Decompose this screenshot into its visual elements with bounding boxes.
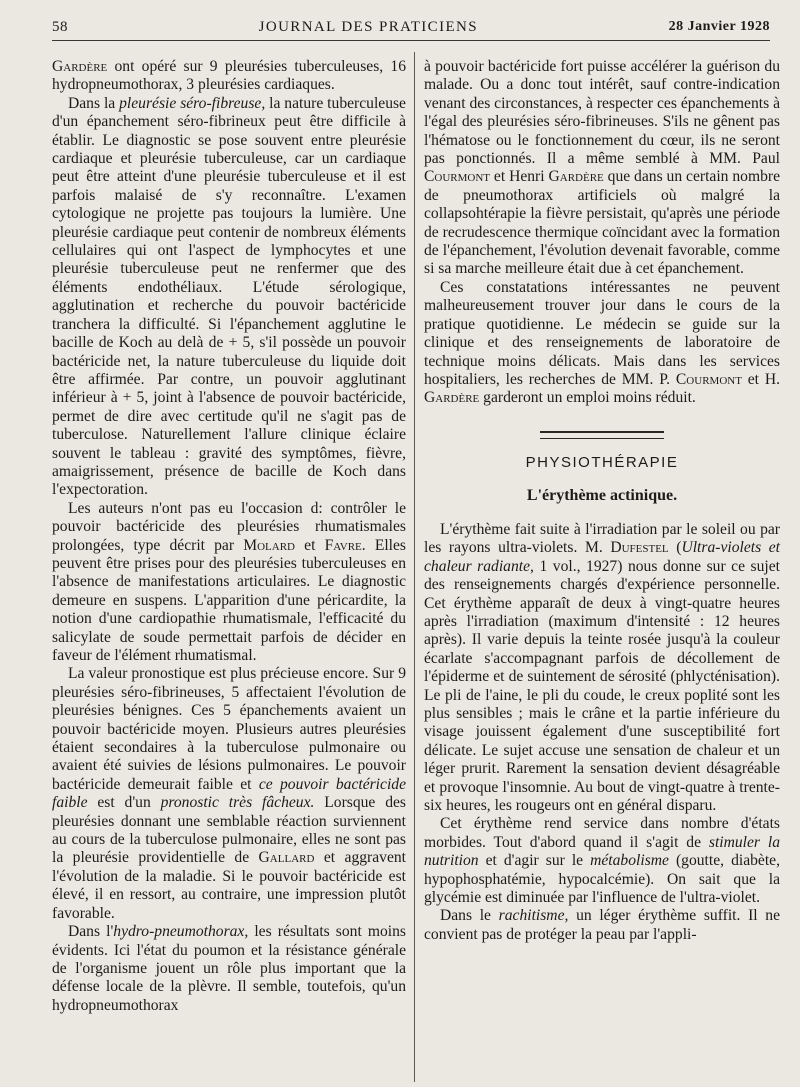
text-run: (: [668, 539, 682, 557]
author-name: Favre: [324, 536, 362, 554]
paragraph: [424, 907, 780, 944]
text-run: Dans l': [68, 923, 114, 941]
italic-term: stimuler la nutrition: [424, 833, 780, 870]
issue-date: 28 Janvier 1928: [668, 19, 770, 34]
author-name: Gardère: [548, 168, 604, 186]
paragraph: [52, 665, 406, 923]
text-run: et: [294, 536, 325, 554]
journal-title: JOURNAL DES PRATICIENS: [258, 18, 479, 35]
text-run: . Elles peuvent être prises pour des pleurésies tuberculeuses en l'absence de manifestations articulaires. Le diagnostic demeure en suspens. L'apparition d'une péricardite, la notion d'une cardiopathie rhumatismale, l'efficacité du salicylate de soude permettait parfois de décider en faveur de l'élément rhumatismal.: [52, 536, 407, 664]
text-run: Dans la: [68, 94, 120, 112]
italic-term: rachitisme,: [498, 907, 569, 925]
paragraph-text: ont opéré sur 9 pleurésies tuberculeuses, 16 hydropneumothorax, 3 pleurésies cardiaques.: [52, 58, 406, 94]
italic-term: pleurésie séro-fibreuse,: [119, 94, 266, 112]
paragraph: [52, 500, 406, 666]
author-name: Gardère: [52, 58, 108, 75]
text-run: garderont un emploi moins réduit.: [479, 389, 696, 407]
text-run: et H.: [741, 370, 780, 388]
text-run: Lorsque des pleurésies donnant une semblable réaction surviennent au cours de la tuberculose pulmonaire, elles ne sont pas la pleurésie providentielle de: [52, 794, 406, 867]
text-run: Les auteurs n'ont pas eu l'occasion d: contrôler le pouvoir bactéricide des pleurésies rhumatismales prolongées, type décrit par: [52, 499, 406, 554]
text-run: L'érythème fait suite à l'irradiation par le soleil ou par les rayons ultra-violets. M.: [424, 520, 780, 557]
author-name: Molard: [243, 536, 295, 554]
right-column: [424, 58, 780, 944]
italic-term: métabolisme: [590, 852, 669, 870]
text-run: 1 vol., 1927) nous donne sur ce sujet des renseignements chargés d'expérience personnelle. Cet érythème apparaît de deux à vingt-quatre heures après l'irradiation (maximum d'intensité : 12 heures après). Il varie depuis la teinte rosée jusqu'à la couleur écarlate s'accompagnant parfois de décollement de l'épiderme et de suintement de sérosité (phlycténisation). Le pli de l'aine, le pli du coude, le creux poplité sont les plus sensibles ; mais le crâne et la partie inférieure du visage jouissent également d'une susceptibilité fort délicate. Le sujet accuse une sensation de chaleur et un léger prurit. Rarement la sensation devient désagréable et provoque l'insomnie. Au bout de vingt-quatre à trente-six heures, les rougeurs ont en général disparu.: [424, 557, 780, 815]
paragraph: [424, 279, 780, 408]
paragraph: [424, 58, 780, 279]
author-name: Courmont: [424, 168, 491, 186]
article-subtitle: L'érythème actinique.: [526, 486, 678, 504]
text-run: Cet érythème rend service dans nombre d'états morbides. Tout d'abord quand il s'agit de: [424, 815, 780, 851]
paragraph: [424, 521, 780, 816]
text-run: à pouvoir bactéricide fort puisse accélérer la guérison du malade. Ou a donc tout intérêt, sauf contre-indication venant des circonstances, à respecter ces épanchements à l'égal des pleurésies séro-fibrineuses. S'ils ne gênent pas l'hématose ou le fonctionnement du cœur, ils ne seront pas ponctionnés. Il a même semblé à MM. Paul: [424, 58, 780, 168]
paragraph: [52, 95, 406, 500]
text-run: et Henri: [490, 168, 549, 186]
text-run: que dans un certain nombre de pneumothorax artificiels où malgré la collapsohtérapie la fièvre persistait, qu'après une période de recrudescence thermique coïncidant avec la formation de l'épanchement, l'évolution devenait favorable, comme si sa marche meilleure était due à cet épanchement.: [424, 168, 780, 278]
text-run: Dans le: [440, 907, 499, 925]
section-separator: [424, 426, 780, 444]
author-name: Gallard: [258, 849, 315, 867]
italic-term: hydro-pneumothorax,: [113, 923, 249, 941]
text-run: et aggravent l'évolution de la maladie. Si le pouvoir bactéricide est élevé, il en ressort, au contraire, une impression plutôt favorable.: [52, 849, 406, 922]
paragraph: [52, 923, 406, 1015]
text-run: est d'un: [87, 794, 161, 812]
header-rule: [52, 40, 770, 41]
column-divider: [414, 52, 415, 1082]
author-name: Courmont: [675, 370, 742, 388]
author-name: Gardère: [424, 389, 480, 407]
text-run: Ces constatations intéressantes ne peuvent malheureusement trouver jour dans le cours de la pratique quotidienne. Le médecin se guide sur la clinique et des renseignements de laboratoire de technique moins délicats. Mais dans les services hospitaliers, les recherches de MM. P.: [424, 278, 780, 388]
text-run: un léger érythème suffit. Il ne convient pas de protéger la peau par l'appli-: [424, 907, 780, 943]
italic-term: ce pouvoir bactéricide faible: [52, 775, 406, 812]
left-column: [52, 58, 406, 1015]
text-run: la nature tuberculeuse d'un épanchement séro-fibrineux peut être difficile à établir. Le diagnostic se pose souvent entre pleurésie cardiaque et pleurésie tuberculeuse, car un cardiaque peut être atteint d'une pleurésie tuberculeuse et il est parfois malaisé de s'y reconnaître. L'examen cytologique ne projette pas toujours la lumière. Une pleurésie cardiaque peut contenir de nombreux éléments cellulaires qui ont l'aspect de lymphocytes et une pleurésie tuberculeuse peut ne renfermer que des éléments endothéliaux. L'étude sérologique, agglutination et recherche du pouvoir bactéricide tranchera la difficulté. Si l'épanchement agglutine le bacille de Koch au delà de + 5, s'il possède un pouvoir bactéricide net, la nature tuberculeuse du liquide doit être affirmée. Par contre, un pouvoir agglutinant inférieur à + 5, joint à l'absence de pouvoir bactéricide, permet de dire avec certitude qu'il ne s'agit pas de tuberculose. Naturellement l'allure clinique éclaire souvent le tableau : gravité des symptômes, fièvre, amaigrissement, présence de bacille de Koch dans l'expectoration.: [52, 94, 406, 499]
double-rule: [540, 431, 664, 439]
text-run: La valeur pronostique est plus précieuse encore. Sur 9 pleurésies séro-fibrineuses, 5 affectaient l'évolution de pleurésies bénignes. Ces 5 épanchements avaient un pouvoir bactéricide moyen. Plusieurs autres pleurésies étaient secondaires à la tuberculose pulmonaire ou avaient été suivies de lésions pulmonaires. Le pouvoir bactéricide demeurait faible et: [52, 665, 406, 793]
text-run: et d'agir sur le: [478, 852, 591, 870]
text-run: (goutte, diabète, hypophosphatémie, hypocalcémie). On sait que la glycémie est diminuée par l'influence de l'ultra-violet.: [424, 852, 780, 907]
page-header: [52, 16, 770, 38]
text-run: les résultats sont moins évidents. Ici l'état du poumon et la résistance générale de l'organisme jouent un rôle plus important que la défense locale de la plèvre. Il semble, toutefois, qu'un hydropneumothorax: [52, 923, 406, 1014]
page-number: 58: [52, 18, 68, 35]
section-title: PHYSIOTHÉRAPIE: [525, 454, 679, 472]
paragraph: [52, 58, 406, 95]
italic-term: pronostic très fâcheux.: [160, 794, 315, 812]
book-title: Ultra-violets et chaleur radiante,: [424, 539, 780, 575]
author-name: Dufestel: [610, 539, 669, 557]
paragraph: [424, 815, 780, 907]
